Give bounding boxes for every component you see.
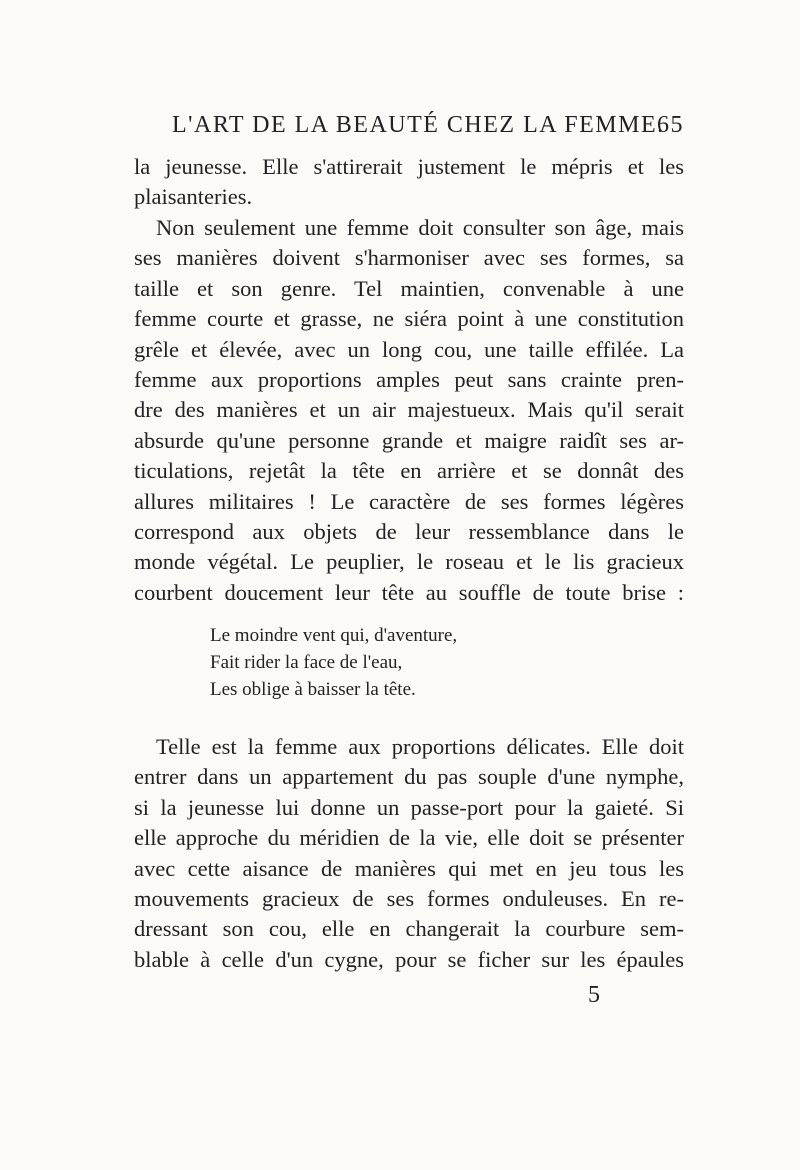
paragraph-3 bbox=[134, 732, 684, 975]
text-line: dressant son cou, elle en changerait la courbure sem- bbox=[134, 916, 684, 942]
text-line: la jeunesse. Elle s'attirerait justement le mépris et les bbox=[134, 154, 684, 179]
text-line: mouvements gracieux de ses formes onduleuses. En re- bbox=[134, 885, 684, 911]
verse-line: Les oblige à baisser la tête. bbox=[210, 679, 416, 700]
text-line: taille et son genre. Tel maintien, convenable à une bbox=[134, 275, 684, 301]
text-line: dre des manières et un air majestueux. Mais qu'il serait bbox=[134, 397, 684, 423]
page-number: 65 bbox=[657, 112, 684, 138]
text-line: blable à celle d'un cygne, pour se ficher sur les épaules bbox=[134, 946, 684, 972]
text-line: Telle est la femme aux proportions délicates. Elle doit bbox=[156, 734, 684, 759]
paragraph-2 bbox=[134, 213, 684, 608]
verse-line: Le moindre vent qui, d'aventure, bbox=[210, 625, 458, 646]
text-line: femme aux proportions amples peut sans crainte pren- bbox=[134, 366, 684, 392]
text-line: avec cette aisance de manières qui met en jeu tous les bbox=[134, 855, 684, 881]
running-title: L'ART DE LA BEAUTÉ CHEZ LA FEMME. bbox=[172, 112, 665, 138]
text-line: si la jeunesse lui donne un passe-port pour la gaieté. Si bbox=[134, 794, 684, 820]
text-line: elle approche du méridien de la vie, elle doit se présenter bbox=[134, 825, 684, 851]
verse-line: Fait rider la face de l'eau, bbox=[210, 652, 403, 673]
paragraph-1 bbox=[134, 152, 684, 213]
text-line: grêle et élevée, avec un long cou, une taille effilée. La bbox=[134, 336, 684, 362]
text-line: absurde qu'une personne grande et maigre raidît ses ar- bbox=[134, 427, 684, 453]
text-line: femme courte et grasse, ne siéra point à une constitution bbox=[134, 306, 684, 332]
text-line: plaisanteries. bbox=[134, 184, 253, 210]
text-line: Non seulement une femme doit consulter son âge, mais bbox=[156, 215, 684, 240]
text-line: ticulations, rejetât la tête en arrière et se donnât des bbox=[134, 458, 684, 484]
text-line: allures militaires ! Le caractère de ses formes légères bbox=[134, 488, 684, 514]
verse-quote bbox=[210, 622, 610, 703]
text-line: courbent doucement leur tête au souffle de toute brise : bbox=[134, 579, 684, 605]
text-line: monde végétal. Le peuplier, le roseau et le lis gracieux bbox=[134, 549, 684, 575]
text-line: ses manières doivent s'harmoniser avec ses formes, sa bbox=[134, 245, 684, 271]
text-line: correspond aux objets de leur ressemblance dans le bbox=[134, 518, 684, 544]
signature-mark: 5 bbox=[588, 982, 600, 1008]
text-line: entrer dans un appartement du pas souple d'une nymphe, bbox=[134, 764, 684, 790]
